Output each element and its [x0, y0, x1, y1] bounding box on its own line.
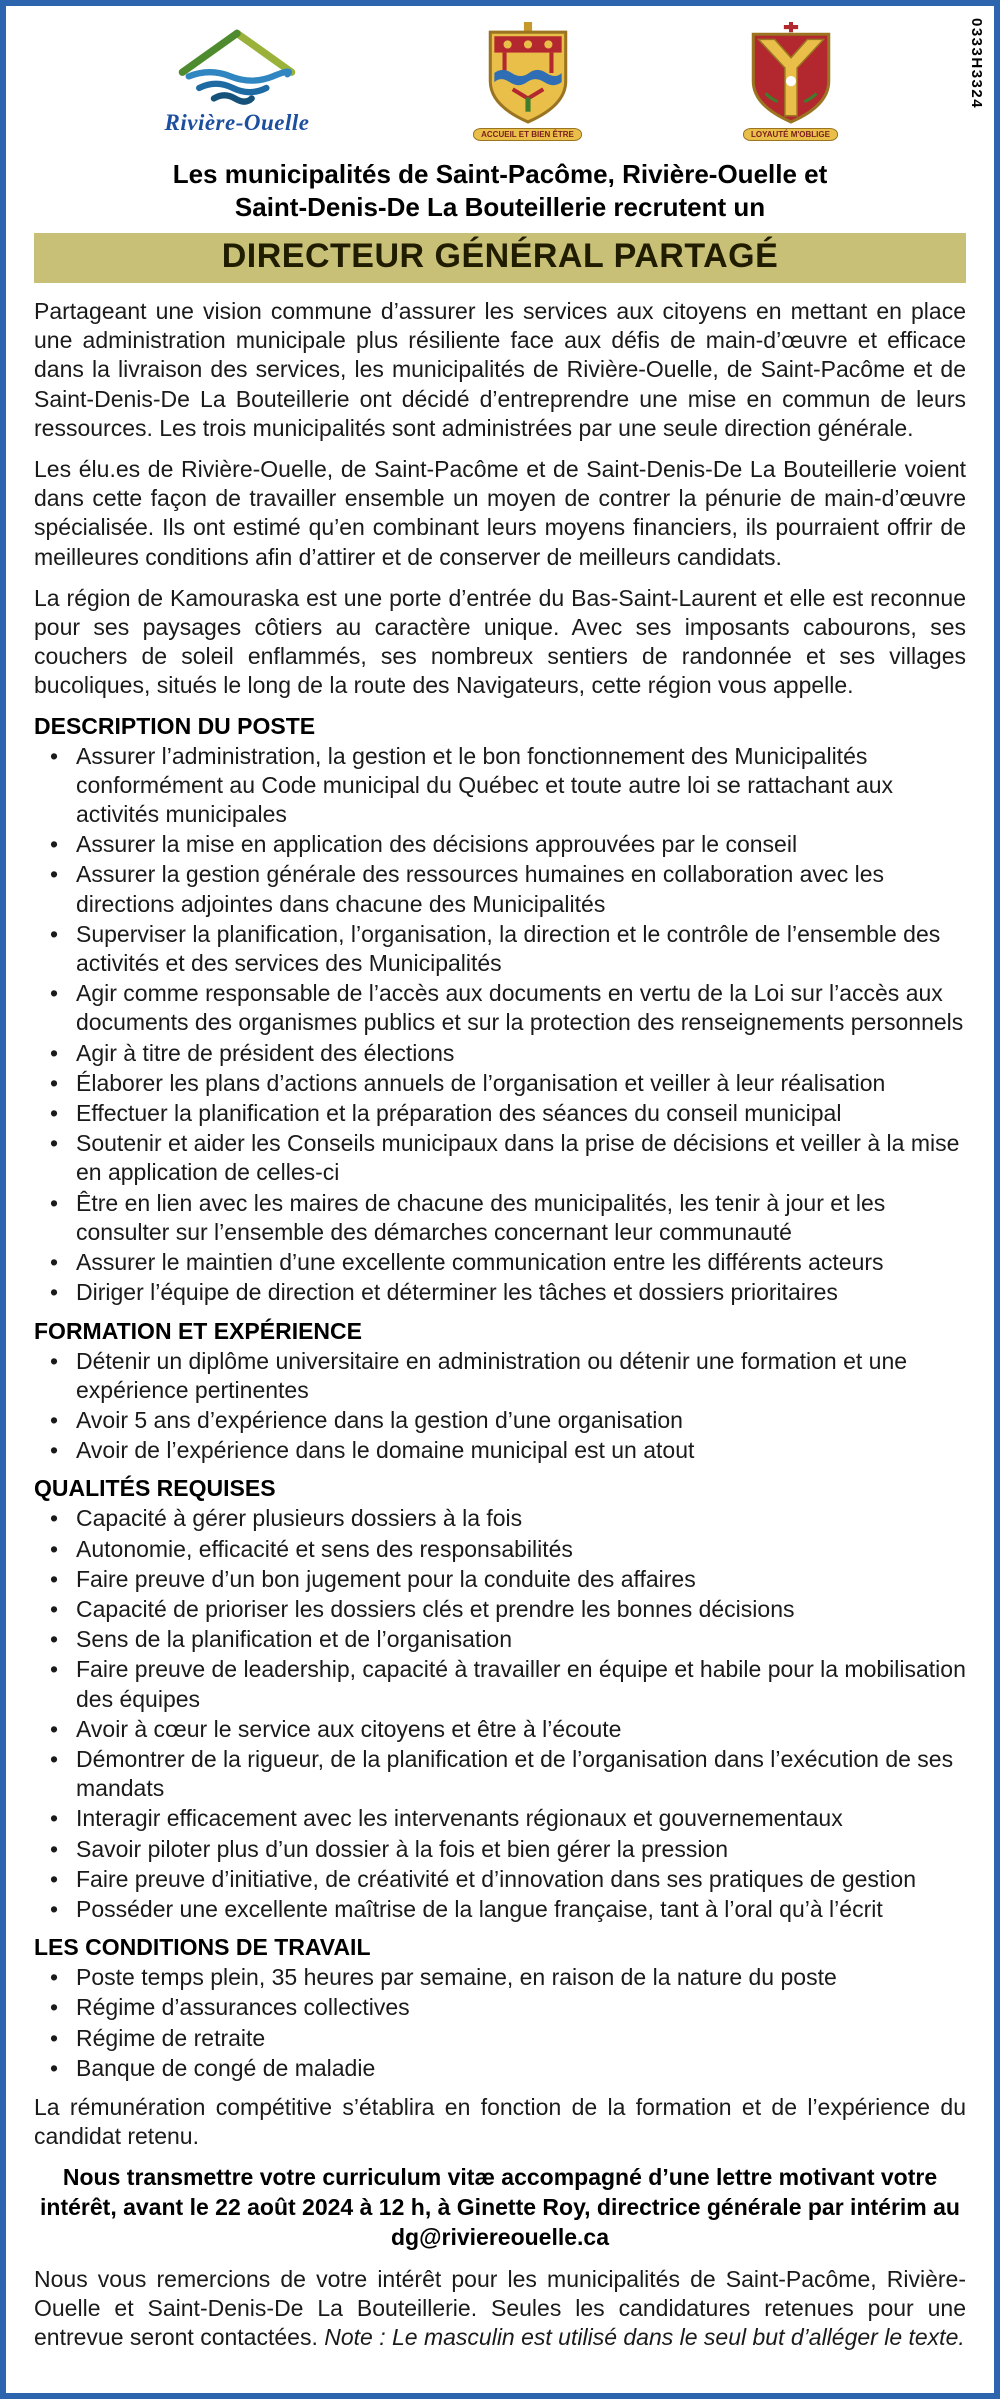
application-text: Nous transmettre votre curriculum vitæ accompagné d’une lettre motivant votre intérêt, avant le 22 août 2024 à 12 h, à Ginette Roy, directrice générale par intérim au: [40, 2164, 960, 2221]
bullet-item: • Banque de congé de maladie: [34, 2054, 966, 2083]
riviere-ouelle-logo: [122, 22, 352, 136]
headline-line2: Saint-Denis-De La Bouteillerie recrutent un: [234, 191, 766, 222]
intro-paragraph: Les élu.es de Rivière-Ouelle, de Saint-Pacôme et de Saint-Denis-De La Bouteillerie voient dans cette façon de travailler ensemble un moyen de contrer la pénurie de main-d’œuvre spécialisée. Ils ont estimé qu’en combinant leurs moyens financiers, ils pourraient offrir de meilleures conditions afin d’attirer et de conserver de meilleurs candidats.: [34, 456, 966, 570]
bullet-item: • Interagir efficacement avec les intervenants régionaux et gouvernementaux: [34, 1804, 966, 1833]
bullet-item: • Capacité à gérer plusieurs dossiers à la fois: [34, 1504, 966, 1533]
intro-paragraph: Partageant une vision commune d’assurer les services aux citoyens en mettant en place une administration municipale plus résiliente face aux défis de main-d’œuvre et efficace dans la livraison des services, les municipalités de Rivière-Ouelle, de Saint-Pacôme et de Saint-Denis-De La Bouteillerie ont décidé d’entreprendre une mise en commun de leurs ressources. Les trois municipalités sont administrées par une seule direction générale.: [34, 298, 966, 441]
bullet-item: • Faire preuve d’un bon jugement pour la conduite des affaires: [34, 1565, 966, 1594]
bullet-list: [34, 1504, 966, 1924]
bullet-item: • Élaborer les plans d’actions annuels de l’organisation et veiller à leur réalisation: [34, 1069, 966, 1098]
saint-pacome-motto: ACCUEIL ET BIEN ÊTRE: [473, 128, 582, 141]
bullet-item: • Avoir 5 ans d’expérience dans la gestion d’une organisation: [34, 1406, 966, 1435]
bullet-item: • Diriger l’équipe de direction et déterminer les tâches et dossiers prioritaires: [34, 1278, 966, 1307]
application-instructions: [34, 2163, 966, 2253]
bullet-item: • Régime de retraite: [34, 2024, 966, 2053]
bullet-item: • Assurer la gestion générale des ressources humaines en collaboration avec les directions adjointes dans chacune des Municipalités: [34, 860, 966, 918]
bullet-list: [34, 742, 966, 1308]
bullet-item: • Soutenir et aider les Conseils municipaux dans la prise de décisions et veiller à la mise en application de celles-ci: [34, 1129, 966, 1187]
bullet-item: • Agir comme responsable de l’accès aux documents en vertu de la Loi sur l’accès aux documents des organismes publics et sur la protection des renseignements personnels: [34, 979, 966, 1037]
bullet-item: • Avoir de l’expérience dans le domaine municipal est un atout: [34, 1436, 966, 1465]
bullet-item: • Poste temps plein, 35 heures par semaine, en raison de la nature du poste: [34, 1963, 966, 1992]
intro-paragraphs: [34, 297, 966, 701]
riviere-ouelle-wordmark: Rivière-Ouelle: [164, 110, 310, 135]
saint-denis-crest: [703, 22, 878, 141]
logo-row: [34, 22, 966, 150]
saint-denis-motto: LOYAUTÉ M'OBLIGE: [743, 128, 838, 141]
section-title: LES CONDITIONS DE TRAVAIL: [34, 1934, 371, 1961]
saint-pacome-coat-of-arms-icon: [482, 22, 574, 126]
headline-line1: Les municipalités de Saint-Pacôme, Rivière-Ouelle et: [172, 159, 828, 189]
bullet-item: • Autonomie, efficacité et sens des responsabilités: [34, 1535, 966, 1564]
job-title: DIRECTEUR GÉNÉRAL PARTAGÉ: [221, 237, 779, 275]
bullet-item: • Détenir un diplôme universitaire en administration ou détenir une formation et une expérience pertinentes: [34, 1347, 966, 1405]
bullet-item: • Démontrer de la rigueur, de la planification et de l’organisation dans l’exécution de ses mandats: [34, 1745, 966, 1803]
saint-denis-coat-of-arms-icon: [745, 22, 837, 126]
bullet-item: • Superviser la planification, l’organisation, la direction et le contrôle de l’ensemble des activités et des services des Municipalités: [34, 920, 966, 978]
bullet-item: • Assurer le maintien d’une excellente communication entre les différents acteurs: [34, 1248, 966, 1277]
bullet-list: [34, 1347, 966, 1466]
application-email: dg@riviereouelle.ca: [390, 2224, 610, 2251]
bullet-item: • Savoir piloter plus d’un dossier à la fois et bien gérer la pression: [34, 1835, 966, 1864]
closing-paragraph: [34, 2265, 966, 2353]
bullet-item: • Assurer la mise en application des décisions approuvées par le conseil: [34, 830, 966, 859]
bullet-list: [34, 1963, 966, 2083]
bullet-item: • Agir à titre de président des élections: [34, 1039, 966, 1068]
section-title: FORMATION ET EXPÉRIENCE: [34, 1317, 362, 1344]
saint-pacome-crest: [440, 22, 615, 141]
riviere-ouelle-emblem-icon: [174, 28, 300, 108]
bullet-item: • Faire preuve de leadership, capacité à travailler en équipe et habile pour la mobilisation des équipes: [34, 1655, 966, 1713]
bullet-item: • Capacité de prioriser les dossiers clés et prendre les bonnes décisions: [34, 1595, 966, 1624]
bullet-item: • Avoir à cœur le service aux citoyens et être à l’écoute: [34, 1715, 966, 1744]
job-title-banner: [34, 233, 966, 283]
remuneration-paragraph: La rémunération compétitive s’établira en fonction de la formation et de l’expérience du candidat retenu.: [34, 2093, 966, 2150]
bullet-item: • Effectuer la planification et la préparation des séances du conseil municipal: [34, 1099, 966, 1128]
bullet-item: • Posséder une excellente maîtrise de la langue française, tant à l’oral qu’à l’écrit: [34, 1895, 966, 1924]
section-title: QUALITÉS REQUISES: [34, 1475, 276, 1502]
bullet-item: • Faire preuve d’initiative, de créativité et d’innovation dans ses pratiques de gestion: [34, 1865, 966, 1894]
bullet-item: • Assurer l’administration, la gestion et le bon fonctionnement des Municipalités conformément au Code municipal du Québec et toute autre loi se rattachant aux activités municipales: [34, 742, 966, 830]
intro-paragraph: La région de Kamouraska est une porte d’entrée du Bas-Saint-Laurent et elle est reconnue pour ses paysages côtiers au caractère unique. Avec ses imposants cabourons, ses couchers de soleil enflammés, ses nombreux sentiers de randonnée et ses villages bucoliques, situés le long de la route des Navigateurs, cette région vous appelle.: [34, 584, 966, 699]
sections: [34, 713, 966, 2083]
ad-reference-code: 0333H3324: [968, 18, 985, 110]
section-title: DESCRIPTION DU POSTE: [34, 712, 316, 739]
bullet-item: • Être en lien avec les maires de chacune des municipalités, les tenir à jour et les consulter sur l’ensemble des démarches concernant leur communauté: [34, 1189, 966, 1247]
bullet-item: • Régime d’assurances collectives: [34, 1993, 966, 2022]
bullet-item: • Sens de la planification et de l’organisation: [34, 1625, 966, 1654]
closing-note: Note : Le masculin est utilisé dans le seul but d’alléger le texte.: [324, 2324, 965, 2351]
headline: [34, 158, 966, 223]
closing-thanks: Nous vous remercions de votre intérêt pour les municipalités de Saint-Pacôme, Rivière-Ouelle et Saint-Denis-De La Bouteillerie. Seules les candidatures retenues pour une entrevue seront contactées.: [34, 2266, 966, 2351]
